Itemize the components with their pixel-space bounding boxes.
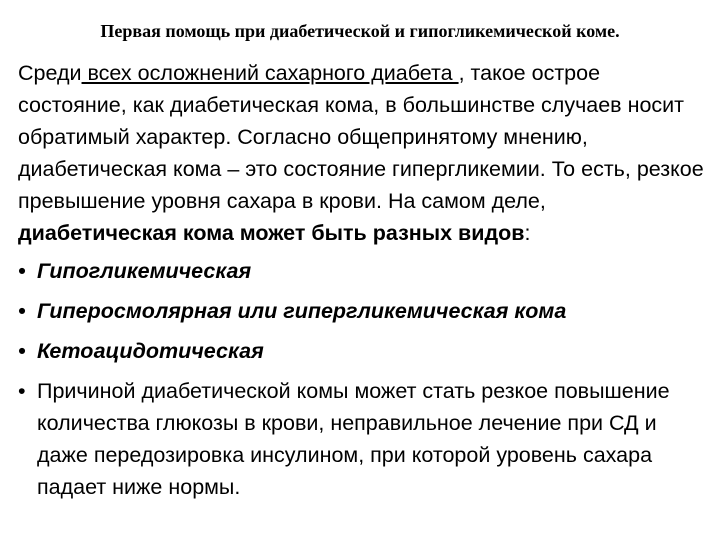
intro-emphasis: диабетическая кома может быть разных видов <box>18 221 525 245</box>
list-item-text: Кетоацидотическая <box>37 339 264 363</box>
list-item-cause <box>18 375 710 503</box>
intro-paragraph <box>18 57 710 249</box>
list-item-hypoglycemic <box>18 255 710 287</box>
slide-title: Первая помощь при диабетической и гипогликемической коме. <box>100 21 620 41</box>
intro-middle: , такое острое состояние, как диабетическая кома, в большинстве случаев носит обратимый характер. Согласно общепринятому мнению, диабетическая кома – это состояние гипергликемии. То есть, резкое превышение уровня сахара в крови. На самом деле, <box>18 61 704 213</box>
intro-suffix: : <box>524 221 531 245</box>
bullet-icon: • <box>18 339 26 363</box>
coma-types-list <box>18 255 710 503</box>
list-item-text: Гипогликемическая <box>37 259 252 283</box>
list-item-text: Гиперосмолярная или гипергликемическая кома <box>37 299 567 323</box>
bullet-icon: • <box>18 259 26 283</box>
bullet-icon: • <box>18 379 26 403</box>
list-item-ketoacidotic <box>18 335 710 367</box>
slide-body <box>18 57 710 511</box>
list-item-text: Причиной диабетической комы может стать резкое повышение количества глюкозы в крови, неправильное лечение при СД и даже передозировка инсулином, при которой уровень сахара падает ниже нормы. <box>37 379 670 499</box>
list-item-hyperosmolar <box>18 295 710 327</box>
bullet-icon: • <box>18 299 26 323</box>
complications-link[interactable]: всех осложнений сахарного диабета <box>81 61 459 85</box>
intro-prefix: Среди <box>18 61 82 85</box>
